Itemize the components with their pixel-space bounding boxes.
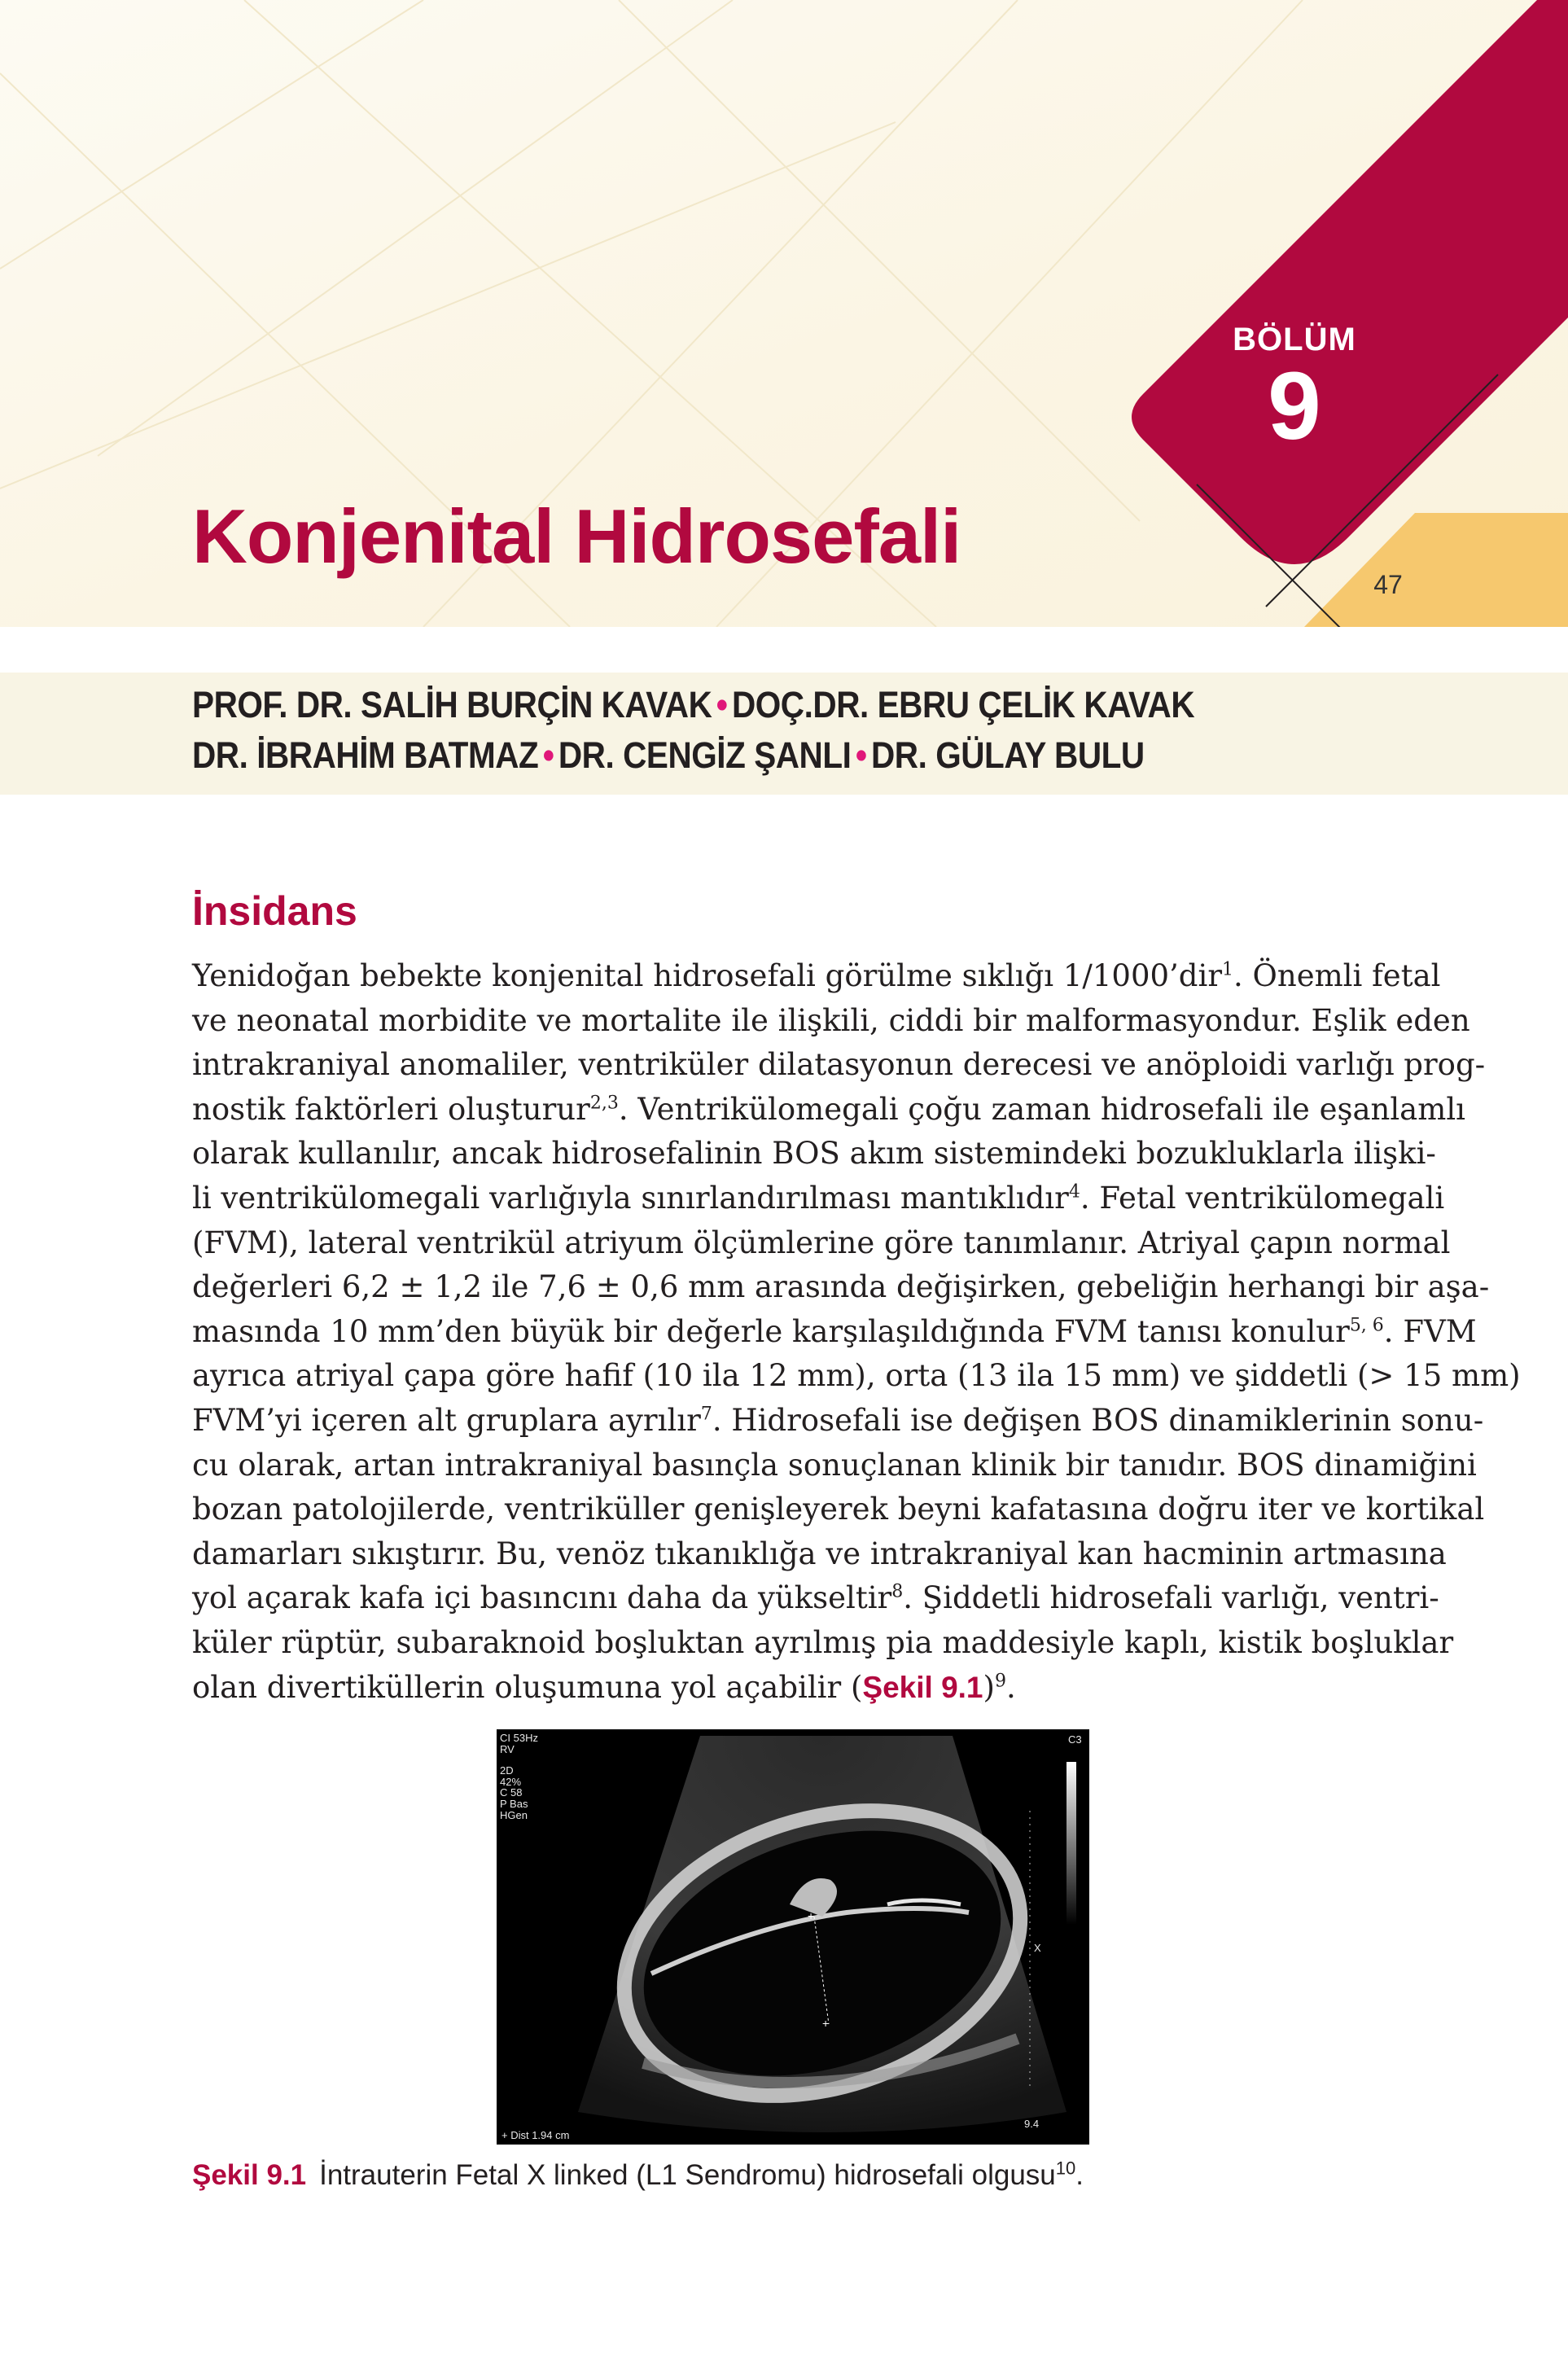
- author-name: DR. CENGİZ ŞANLI: [558, 734, 852, 776]
- author-name: DR. İBRAHİM BATMAZ: [192, 734, 539, 776]
- text-line: FVM’yi içeren alt gruplara ayrılır$^7$. Hidrosefali ise değişen BOS dinamiklerinin sonu-: [192, 1402, 1484, 1438]
- us-overlay-depth: 9.4: [1024, 2118, 1040, 2130]
- chapter-label: BÖLÜM: [1233, 322, 1356, 357]
- chapter-number: 9: [1268, 353, 1321, 460]
- text-line: damarları sıkıştırır. Bu, venöz tıkanıklığa ve intrakraniyal kan hacminin artmasına: [192, 1536, 1447, 1571]
- text-line: ve neonatal morbidite ve mortalite ile ilişkili, ciddi bir malformasyondur. Eşlik eden: [192, 1002, 1470, 1038]
- us-overlay-x: X: [1034, 1942, 1041, 1954]
- figure-caption: Şekil 9.1 İntrauterin Fetal X linked (L1 Sendromu) hidrosefali olgusu$^{10}$.: [192, 2158, 1084, 2191]
- text-line: olan divertiküllerin oluşumuna yol açabilir (Şekil 9.1)$^9$.: [192, 1669, 1016, 1705]
- text-line: ayrıca atriyal çapa göre hafif (10 ila 12 mm), orta (13 ila 15 mm) ve şiddetli (> 15 mm): [192, 1358, 1521, 1394]
- text-line: bozan patolojilerde, ventriküller genişleyerek beyni kafatasına doğru iter ve kortikal: [192, 1492, 1485, 1527]
- us-overlay-measure: + Dist 1.94 cm: [501, 2129, 570, 2141]
- text-line: cu olarak, artan intrakraniyal basınçla sonuçlanan klinik bir tanıdır. BOS dinamiğini: [192, 1447, 1477, 1483]
- text-line: (FVM), lateral ventrikül atriyum ölçümlerine göre tanımlanır. Atriyal çapın normal: [192, 1225, 1451, 1260]
- text-line: olarak kullanılır, ancak hidrosefalinin BOS akım sistemindeki bozukluklarla ilişki-: [192, 1136, 1436, 1172]
- text-line: Yenidoğan bebekte konjenital hidrosefali görülme sıklığı 1/1000’dir$^1$. Önemli fetal: [192, 958, 1441, 993]
- chapter-badge: [1132, 0, 1568, 564]
- svg-text:+: +: [808, 1909, 815, 1922]
- text-line: masında 10 mm’den büyük bir değerle karşılaşıldığında FVM tanısı konulur$^{5, 6}$. FVM: [192, 1313, 1477, 1349]
- text-line: yol açarak kafa içi basıncını daha da yükseltir$^8$. Şiddetli hidrosefali varlığı, ventri-: [192, 1580, 1439, 1616]
- text-line: değerleri 6,2 ± 1,2 ile 7,6 ± 0,6 mm arasında değişirken, gebeliğin herhangi bir aşa-: [192, 1269, 1490, 1305]
- author-name: PROF. DR. SALİH BURÇİN KAVAK: [192, 684, 712, 725]
- chapter-title: Konjenital Hidrosefali: [192, 493, 961, 579]
- bullet-separator: •: [716, 684, 728, 725]
- author-name: DR. GÜLAY BULU: [870, 734, 1145, 776]
- text-line: nostik faktörleri oluşturur$^{2,3}$. Ventrikülomegali çoğu zaman hidrosefali ile eşanlamlı: [192, 1091, 1465, 1127]
- text-line: li ventrikülomegali varlığıyla sınırlandırılması mantıklıdır$^4$. Fetal ventrikülomegali: [192, 1180, 1445, 1216]
- caption-text: İntrauterin Fetal X linked (L1 Sendromu) hidrosefali olgusu: [319, 2159, 1056, 2191]
- text-line: küler rüptür, subaraknoid boşluktan ayrılmış pia maddesiyle kaplı, kistik boşluklar: [192, 1624, 1454, 1660]
- caption-ref: 10: [1055, 2158, 1076, 2179]
- author-name: DOÇ.DR. EBRU ÇELİK KAVAK: [731, 684, 1195, 725]
- bullet-separator: •: [542, 734, 554, 776]
- page-number: 47: [1373, 570, 1403, 599]
- body-paragraph: [192, 954, 1521, 1710]
- author-line-2: [192, 734, 1145, 777]
- us-overlay-top-right: C3: [1068, 1733, 1082, 1746]
- section-heading: İnsidans: [192, 888, 357, 934]
- figure-reference: Şekil 9.1: [862, 1670, 983, 1704]
- ultrasound-figure: [497, 1729, 1089, 2145]
- us-overlay-settings: 2D 42% C 58 P Bas HGen: [500, 1764, 528, 1821]
- svg-text:+: +: [822, 2017, 830, 2030]
- author-line-1: [192, 684, 1194, 726]
- caption-label: Şekil 9.1: [192, 2159, 307, 2191]
- bullet-separator: •: [855, 734, 867, 776]
- ultrasound-image: [497, 1729, 1089, 2145]
- us-overlay-top: CI 53Hz RV: [500, 1732, 538, 1755]
- text-line: intrakraniyal anomaliler, ventriküler dilatasyonun derecesi ve anöploidi varlığı prog-: [192, 1047, 1486, 1083]
